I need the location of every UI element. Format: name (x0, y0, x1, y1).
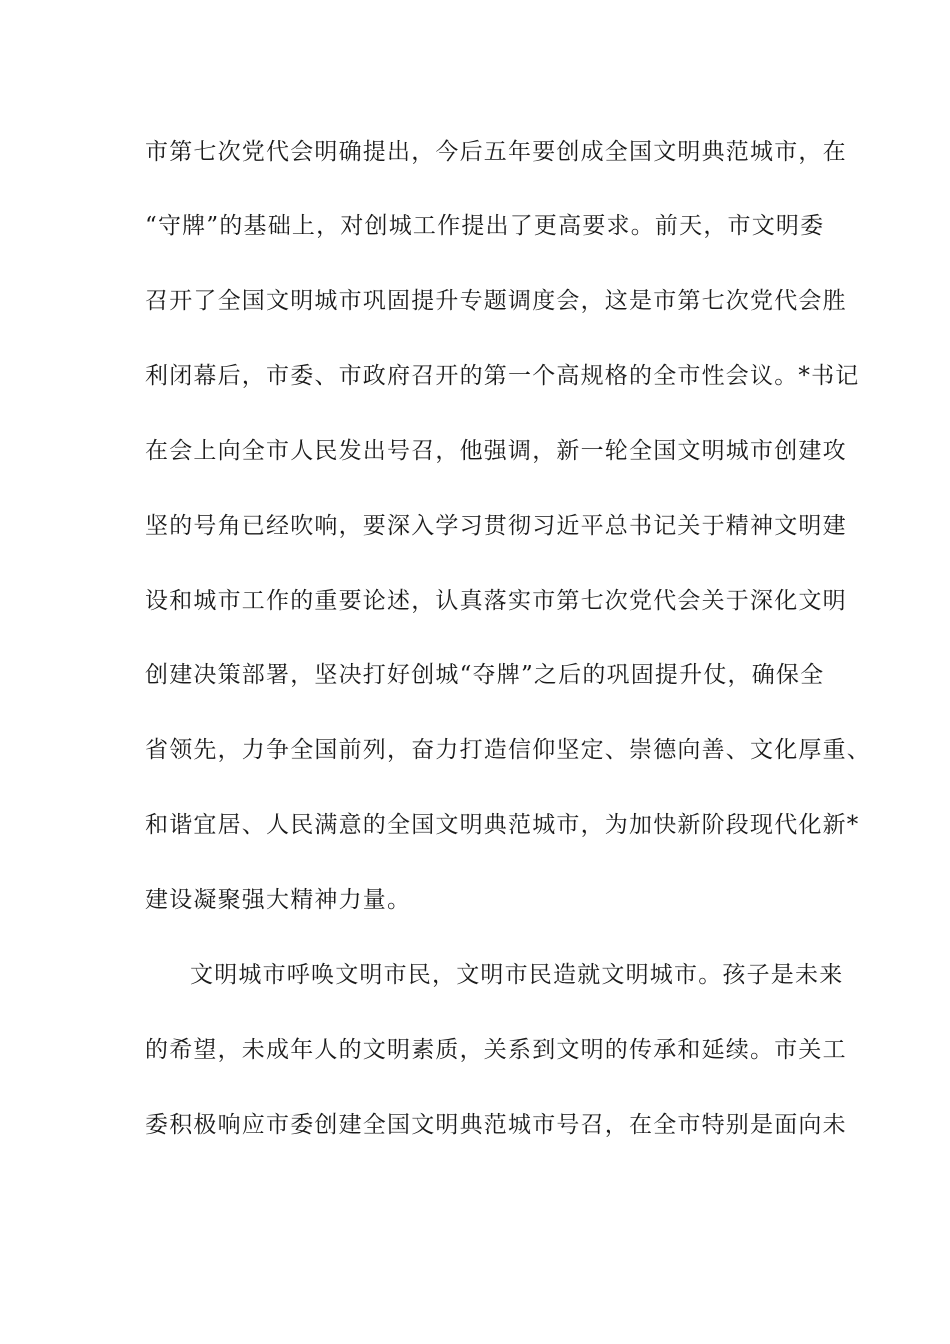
text-line: 创建决策部署，坚决打好创城“夺牌”之后的巩固提升仗，确保全 (145, 662, 825, 688)
text-line: 的希望，未成年人的文明素质，关系到文明的传承和延续。市关工 (145, 1037, 847, 1063)
text-line: “守牌”的基础上，对创城工作提出了更高要求。前天，市文明委 (145, 213, 825, 239)
text-line: 建设凝聚强大精神力量。 (145, 887, 412, 913)
text-line: 委积极响应市委创建全国文明典范城市号召，在全市特别是面向未 (145, 1112, 847, 1138)
text-line: 市第七次党代会明确提出，今后五年要创成全国文明典范城市，在 (145, 139, 847, 165)
text-line: 坚的号角已经吹响，要深入学习贯彻习近平总书记关于精神文明建 (145, 513, 847, 539)
text-line: 利闭幕后，市委、市政府召开的第一个高规格的全市性会议。*书记 (145, 363, 860, 389)
text-line: 召开了全国文明城市巩固提升专题调度会，这是市第七次党代会胜 (145, 288, 847, 314)
text-line: 在会上向全市人民发出号召，他强调，新一轮全国文明城市创建攻 (145, 438, 847, 464)
text-line: 设和城市工作的重要论述，认真落实市第七次党代会关于深化文明 (145, 588, 847, 614)
text-line: 省领先，力争全国前列，奋力打造信仰坚定、崇德向善、文化厚重、 (145, 737, 871, 763)
text-line: 文明城市呼唤文明市民，文明市民造就文明城市。孩子是未来 (190, 962, 844, 988)
text-line: 和谐宜居、人民满意的全国文明典范城市，为加快新阶段现代化新* (145, 812, 860, 838)
